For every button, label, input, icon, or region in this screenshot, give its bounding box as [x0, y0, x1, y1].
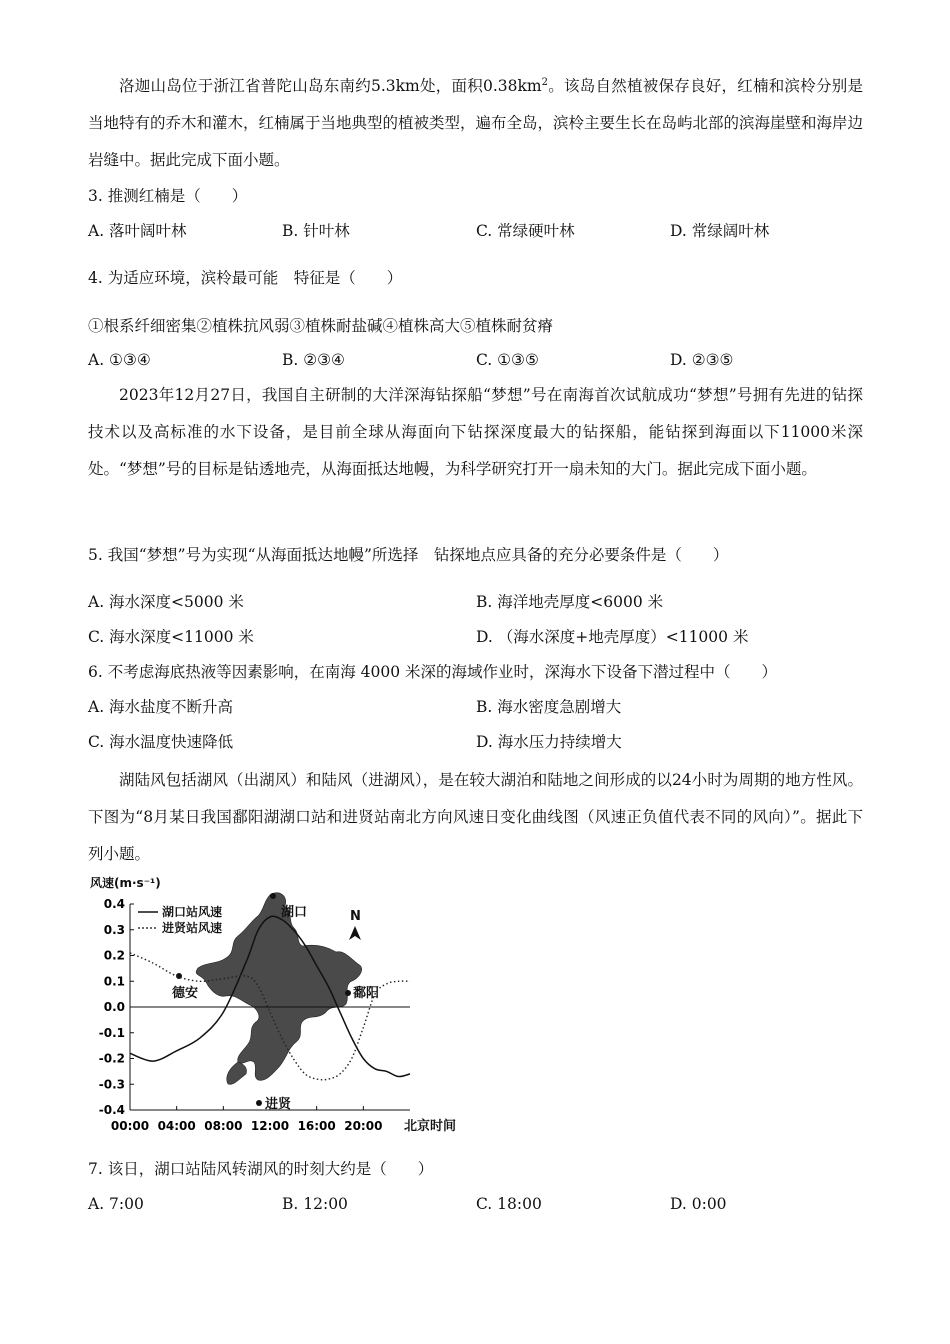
q3-option-c[interactable]: C. 常绿硬叶林 — [476, 222, 575, 240]
q4-option-c[interactable]: C. ①③⑤ — [476, 351, 539, 369]
q5-option-a[interactable]: A. 海水深度<5000 米 — [88, 593, 244, 611]
x-tick-label: 16:00 — [297, 1119, 336, 1133]
y-tick-label: 0.3 — [103, 922, 125, 937]
x-tick-label: 00:00 — [110, 1119, 150, 1133]
y-tick-label: -0.2 — [98, 1051, 125, 1066]
q7-option-a[interactable]: A. 7:00 — [88, 1195, 144, 1213]
jinxian-dot — [256, 1100, 262, 1106]
north-label: N — [350, 909, 361, 924]
passage-2: 2023年12月27日，我国自主研制的大洋深海钻探船“梦想”号在南海首次试航成功“梦想”号拥有先进的钻探技术以及高标准的水下设备，是目前全球从海面向下钻探深度最大的钻探船，能钻探到海面以下11000米深处。“梦想”号的目标是钻透地壳，从海面抵达地幔，为科学研究打开一扇未知的大门。据此完成下面小题。 — [88, 386, 863, 478]
x-tick-label: 12:00 — [250, 1119, 290, 1133]
y-tick-label: 0.2 — [103, 948, 125, 963]
poyang-dot — [345, 990, 351, 996]
q5-option-d[interactable]: D. （海水深度+地壳厚度）<11000 米 — [476, 628, 749, 646]
question-3-stem: 3. 推测红楠是（ ） — [88, 187, 248, 205]
lake-arm — [227, 1062, 247, 1084]
x-tick-label: 20:00 — [344, 1119, 383, 1133]
poyang-label: 鄱阳 — [353, 986, 380, 1001]
q6-option-a[interactable]: A. 海水盐度不断升高 — [88, 698, 234, 716]
y-tick-label: 0.0 — [103, 1000, 125, 1014]
q4-option-a[interactable]: A. ①③④ — [88, 351, 151, 369]
y-tick-label: 0.4 — [103, 897, 125, 911]
q5-option-c[interactable]: C. 海水深度<11000 米 — [88, 628, 254, 646]
y-axis-label: 风速(m·s⁻¹) — [90, 876, 161, 890]
hukou-label: 湖口 — [281, 905, 308, 920]
x-axis-label: 北京时间 — [404, 1119, 457, 1134]
q3-option-a[interactable]: A. 落叶阔叶林 — [88, 222, 187, 240]
q7-option-b[interactable]: B. 12:00 — [282, 1195, 348, 1213]
legend — [138, 904, 222, 935]
q6-option-b[interactable]: B. 海水密度急剧增大 — [476, 698, 622, 716]
passage-3: 湖陆风包括湖风（出湖风）和陆风（进湖风），是在较大湖泊和陆地之间形成的以24小时为周期的地方性风。下图为“8月某日我国鄱阳湖湖口站和进贤站南北方向风速日变化曲线图（风速正负值代表不同的风向）”。据此下列小题。 — [88, 771, 863, 863]
passage-1-text-a: 洛迦山岛位于浙江省普陀山岛东南约5.3km处，面积0.38km — [119, 77, 542, 95]
q7-option-c[interactable]: C. 18:00 — [476, 1195, 542, 1213]
q3-option-b[interactable]: B. 针叶林 — [282, 222, 350, 240]
q6-option-c[interactable]: C. 海水温度快速降低 — [88, 733, 234, 751]
q6-option-d[interactable]: D. 海水压力持续增大 — [476, 733, 622, 751]
q4-option-b[interactable]: B. ②③④ — [282, 351, 345, 369]
legend-jinxian: 进贤站风速 — [162, 921, 223, 935]
q7-option-d[interactable]: D. 0:00 — [670, 1195, 727, 1213]
q4-option-d[interactable]: D. ②③⑤ — [670, 351, 734, 369]
question-7-stem: 7. 该日，湖口站陆风转湖风的时刻大约是（ ） — [88, 1160, 434, 1178]
x-tick-label: 08:00 — [204, 1119, 243, 1133]
north-arrow-icon — [349, 909, 361, 940]
passage-1 — [88, 68, 863, 179]
hukou-dot — [270, 893, 276, 899]
y-tick-label: 0.1 — [103, 974, 125, 989]
question-6-stem: 6. 不考虑海底热液等因素影响，在南海 4000 米深的海域作业时，深海水下设备下潜过程中（ ） — [88, 663, 778, 681]
y-tick-label: -0.1 — [98, 1025, 125, 1040]
y-tick-label: -0.3 — [98, 1077, 125, 1092]
q5-option-b[interactable]: B. 海洋地壳厚度<6000 米 — [476, 593, 664, 611]
y-tick-group — [99, 897, 134, 1117]
wind-speed-chart — [88, 872, 473, 1137]
q3-option-d[interactable]: D. 常绿阔叶林 — [670, 222, 770, 240]
jinxian-label: 进贤 — [265, 1097, 292, 1112]
y-tick-label: -0.4 — [98, 1103, 125, 1117]
passage-1-text-b: 。该岛自然植被保存良好，红楠和滨柃分别是当地特有的乔木和灌木，红楠属于当地典型的植被类型，遍布全岛，滨柃主要生长在岛屿北部的滨海崖壁和海岸边岩缝中。据此完成下面小题。 — [88, 77, 864, 169]
superscript-2: 2 — [541, 76, 548, 88]
question-5-stem: 5. 我国“梦想”号为实现“从海面抵达地幔”所选择 钻探地点应具备的充分必要条件是（ ） — [88, 546, 729, 564]
question-4-stem: 4. 为适应环境，滨柃最可能 特征是（ ） — [88, 269, 403, 287]
question-4-features: ①根系纤细密集②植株抗风弱③植株耐盐碱④植株高大⑤植株耐贫瘠 — [88, 317, 554, 335]
legend-hukou: 湖口站风速 — [162, 905, 223, 919]
x-tick-label: 04:00 — [157, 1119, 196, 1133]
dean-label: 德安 — [172, 986, 199, 1001]
